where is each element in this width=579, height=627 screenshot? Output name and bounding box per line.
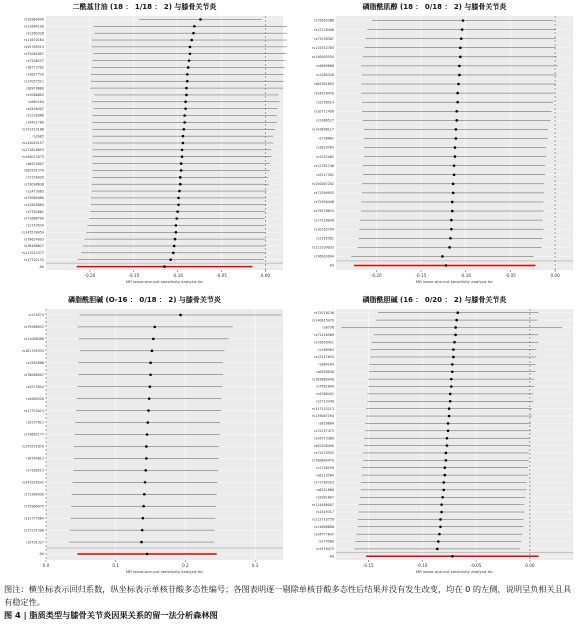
- estimate-point: [146, 421, 149, 424]
- snp-label: rs17370023: [24, 408, 44, 413]
- estimate-point: [189, 46, 192, 49]
- estimate-point: [181, 149, 184, 152]
- x-tick-label: -0.20: [370, 273, 382, 278]
- snp-label: rs1819763: [316, 145, 334, 150]
- snp-label: rs4575810: [26, 384, 44, 389]
- snp-label: rs7158020: [26, 175, 44, 180]
- x-axis-label: MR leave-one-out sensitivity analysis for: [125, 279, 204, 284]
- forest-plot: [292, 14, 577, 288]
- x-tick-label: -0.10: [172, 273, 184, 278]
- snp-label: rs1473063: [26, 189, 44, 194]
- snp-label: rs7086803: [26, 93, 44, 98]
- snp-label: rs11777064: [24, 516, 44, 521]
- estimate-point: [461, 28, 464, 31]
- snp-label: rs1230960: [26, 113, 44, 118]
- estimate-point: [454, 155, 457, 158]
- snp-label: rs17702152: [24, 257, 44, 262]
- estimate-point: [446, 437, 449, 440]
- estimate-point: [449, 237, 452, 240]
- estimate-point: [437, 540, 440, 543]
- estimate-point: [144, 481, 147, 484]
- estimate-point: [149, 385, 152, 388]
- estimate-point: [442, 489, 445, 492]
- estimate-point: [174, 238, 177, 241]
- snp-label: rs62581893: [314, 82, 334, 87]
- snp-label: rs79862177: [24, 432, 44, 437]
- snp-label: rs736882: [318, 136, 334, 141]
- snp-label: rs140615070: [312, 318, 334, 323]
- snp-label: rs12605684: [24, 202, 44, 207]
- snp-label: rs190013073: [22, 154, 44, 159]
- all-estimate-point: [163, 265, 166, 268]
- snp-label: rs72061607: [24, 51, 44, 56]
- estimate-point: [175, 224, 178, 227]
- snp-label: rs818884: [318, 421, 334, 426]
- estimate-point: [141, 529, 144, 532]
- estimate-point: [450, 385, 453, 388]
- snp-label: rs17057511: [24, 79, 44, 84]
- estimate-point: [186, 80, 189, 83]
- snp-label: rs11670164: [24, 38, 44, 43]
- snp-label: rs185880040: [312, 377, 334, 382]
- estimate-point: [448, 415, 451, 418]
- x-tick-label: 0.0: [42, 563, 50, 568]
- snp-label: rs1386527: [316, 118, 334, 123]
- snp-label: rs150087282: [312, 182, 334, 187]
- all-label: All: [39, 552, 44, 557]
- estimate-point: [151, 350, 154, 353]
- snp-label: rs6551866: [316, 488, 334, 493]
- snp-label: rs174580: [318, 539, 334, 544]
- estimate-point: [145, 445, 148, 448]
- estimate-point: [145, 457, 148, 460]
- snp-label: rs1549317: [316, 510, 334, 515]
- snp-label: rs75986953: [24, 325, 44, 330]
- estimate-point: [452, 192, 455, 195]
- all-estimate-point: [445, 264, 448, 267]
- figure-caption: 图 4 | 脂质类型与膝骨关节炎因果关系的留一法分析森林图: [4, 610, 218, 620]
- snp-label: rs10711456: [314, 109, 334, 114]
- x-axis-label: MR leave-one-out sensitivity analysis for: [415, 279, 494, 284]
- snp-label: rs1532085: [316, 154, 334, 159]
- forest-panel-4: [292, 293, 577, 578]
- snp-label: rs71399953: [314, 191, 334, 196]
- snp-label: rs17128406: [314, 27, 334, 32]
- estimate-point: [177, 203, 180, 206]
- x-axis-label: MR leave-one-out sensitivity analysis for: [125, 569, 204, 574]
- estimate-point: [153, 326, 156, 329]
- snp-label: rs111818653: [22, 148, 44, 153]
- x-tick-label: -0.15: [415, 273, 427, 278]
- estimate-point: [183, 121, 186, 124]
- snp-label: rs72693366: [314, 18, 334, 23]
- snp-label: rs79578634: [314, 209, 334, 214]
- snp-label: rs79624003: [24, 237, 44, 242]
- x-tick-label: 0.3: [251, 563, 259, 568]
- estimate-point: [454, 334, 457, 337]
- estimate-point: [441, 496, 444, 499]
- estimate-point: [451, 201, 454, 204]
- snp-label: rs1748199: [316, 465, 334, 470]
- snp-label: rs6974807: [26, 161, 44, 166]
- forest-panel-2: [292, 0, 577, 288]
- x-tick-label: 0.2: [182, 563, 189, 568]
- estimate-point: [453, 341, 456, 344]
- snp-label: rs62291570: [24, 168, 44, 173]
- snp-label: rs6979680: [26, 86, 44, 91]
- estimate-point: [448, 246, 451, 249]
- estimate-point: [180, 169, 183, 172]
- estimate-point: [450, 228, 453, 231]
- snp-label: rs10165794: [314, 227, 334, 232]
- snp-label: rs3985: [32, 134, 44, 139]
- estimate-point: [182, 135, 185, 138]
- snp-label: rs4421760: [26, 120, 44, 125]
- estimate-point: [447, 430, 450, 433]
- snp-label: rs71538387: [314, 36, 334, 41]
- estimate-point: [146, 433, 149, 436]
- snp-label: rs2517501: [316, 172, 334, 177]
- snp-label: rs1743534: [26, 223, 44, 228]
- estimate-point: [142, 505, 145, 508]
- estimate-point: [457, 83, 460, 86]
- snp-label: rs11088488: [24, 337, 44, 342]
- estimate-point: [451, 210, 454, 213]
- estimate-point: [189, 52, 192, 55]
- snp-label: rs71389330: [24, 492, 44, 497]
- snp-label: rs4960328: [26, 396, 44, 401]
- estimate-point: [446, 444, 449, 447]
- estimate-point: [448, 407, 451, 410]
- snp-label: rs1978473: [316, 547, 334, 552]
- snp-label: rs76903994: [314, 254, 334, 259]
- estimate-point: [445, 459, 448, 462]
- estimate-point: [147, 409, 150, 412]
- estimate-point: [436, 548, 439, 551]
- snp-label: rs17128040: [314, 218, 334, 223]
- estimate-point: [144, 469, 147, 472]
- snp-label: rs4869868: [316, 64, 334, 69]
- estimate-point: [169, 258, 172, 261]
- snp-label: rs139087594: [312, 414, 334, 419]
- snp-label: rs76486627: [24, 244, 44, 249]
- plot-background: [336, 16, 573, 270]
- x-tick-label: 0.00: [525, 563, 535, 568]
- estimate-point: [449, 400, 452, 403]
- all-label: All: [329, 554, 334, 559]
- estimate-point: [177, 197, 180, 200]
- estimate-point: [172, 252, 175, 255]
- x-tick-label: -0.10: [416, 563, 428, 568]
- x-tick-label: -0.05: [470, 563, 482, 568]
- snp-label: rs1260326: [26, 31, 44, 36]
- panel-title: 磷脂酰胆碱 (16 ： 0/20 ： 2) 与膝骨关节炎: [362, 296, 507, 304]
- forest-panel-1: [2, 0, 287, 288]
- snp-label: rs11684190: [24, 24, 44, 29]
- panel-title: 二酰基甘油 (18 ： 1/18 ： 2) 与膝骨关节炎: [72, 3, 217, 11]
- snp-label: rs142918541: [22, 480, 44, 485]
- snp-label: rs34373389: [314, 436, 334, 441]
- snp-label: rs112710750: [312, 517, 334, 522]
- snp-label: rs10969009: [24, 17, 44, 22]
- estimate-point: [440, 511, 443, 514]
- estimate-point: [140, 541, 143, 544]
- snp-label: rs72956446: [314, 200, 334, 205]
- snp-label: rs3827733: [26, 72, 44, 77]
- snp-label: rs7298257: [26, 58, 44, 63]
- estimate-point: [460, 37, 463, 40]
- estimate-point: [181, 155, 184, 158]
- snp-label: rs71668700: [24, 216, 44, 221]
- snp-label: rs111915377: [22, 251, 44, 256]
- estimate-point: [185, 87, 188, 90]
- snp-label: rs12781746: [314, 163, 334, 168]
- estimate-point: [149, 373, 152, 376]
- figure-note: 图注：横坐标表示回归系数，纵坐标表示单核苷酸多态性编号；各图表明逐一剔除单核苷酸多态性后结果并没有发生改变，均在 0 的左侧，说明呈负相关且具有稳定性。: [4, 584, 572, 607]
- all-label: All: [39, 264, 44, 269]
- estimate-point: [455, 137, 458, 140]
- estimate-point: [441, 255, 444, 258]
- estimate-point: [142, 517, 145, 520]
- snp-label: rs788563: [318, 347, 334, 352]
- panel-title: 磷脂酰肌醇 (18 ： 0/18 ： 2) 与膝骨关节炎: [362, 3, 507, 11]
- estimate-point: [456, 92, 459, 95]
- estimate-point: [173, 245, 176, 248]
- snp-label: rs2238514: [316, 100, 334, 105]
- estimate-point: [462, 19, 465, 22]
- estimate-point: [175, 231, 178, 234]
- forest-plot: [2, 14, 287, 288]
- x-axis-label: MR leave-one-out sensitivity analysis for: [415, 569, 494, 574]
- estimate-point: [456, 101, 459, 104]
- estimate-point: [455, 119, 458, 122]
- estimate-point: [451, 370, 454, 373]
- estimate-point: [183, 128, 186, 131]
- snp-label: rs76086007: [24, 372, 44, 377]
- snp-label: rs71780323: [314, 480, 334, 485]
- x-tick-label: -0.05: [216, 273, 227, 278]
- estimate-point: [185, 94, 188, 97]
- snp-label: rs62208490: [314, 443, 334, 448]
- snp-label: rs2713349: [316, 399, 334, 404]
- snp-label: rs7782661: [26, 209, 44, 214]
- snp-label: rs1260326: [316, 73, 334, 78]
- estimate-point: [456, 311, 459, 314]
- snp-label: rs140095554: [312, 55, 334, 60]
- estimate-point: [455, 110, 458, 113]
- estimate-point: [183, 114, 186, 117]
- snp-label: rs71470555: [314, 451, 334, 456]
- snp-label: rs181759334: [22, 349, 44, 354]
- x-tick-label: -0.15: [362, 563, 374, 568]
- snp-label: rs114486007: [312, 502, 334, 507]
- estimate-point: [199, 18, 202, 21]
- estimate-point: [184, 101, 187, 104]
- estimate-point: [152, 338, 155, 341]
- estimate-point: [454, 326, 457, 329]
- estimate-point: [176, 210, 179, 213]
- plot-background: [336, 309, 573, 560]
- estimate-point: [182, 142, 185, 145]
- estimate-point: [179, 176, 182, 179]
- snp-label: rs117115213: [312, 406, 334, 411]
- all-estimate-point: [146, 553, 149, 556]
- snp-label: rs6958040: [316, 369, 334, 374]
- estimate-point: [459, 46, 462, 49]
- all-label: All: [329, 263, 334, 268]
- estimate-point: [440, 503, 443, 506]
- estimate-point: [452, 348, 455, 351]
- estimate-point: [453, 164, 456, 167]
- snp-label: rs55789515: [24, 45, 44, 50]
- x-tick-label: 0.00: [550, 273, 560, 278]
- snp-label: rs7581644: [316, 384, 334, 389]
- snp-label: rs6773702: [26, 65, 44, 70]
- estimate-point: [450, 378, 453, 381]
- snp-label: rs8764812: [26, 456, 44, 461]
- snp-label: rs75960075: [24, 504, 44, 509]
- snp-label: rs145551870: [22, 444, 44, 449]
- estimate-point: [447, 422, 450, 425]
- estimate-point: [455, 319, 458, 322]
- snp-label: rs2081807: [316, 495, 334, 500]
- snp-label: rs191319186: [22, 127, 44, 132]
- snp-label: rs4456407: [26, 106, 44, 111]
- estimate-point: [148, 397, 151, 400]
- snp-label: rs142896117: [312, 127, 334, 132]
- estimate-point: [192, 32, 195, 35]
- snp-label: rs73069480: [24, 196, 44, 201]
- snp-label: rs72076136: [314, 310, 334, 315]
- snp-label: rs73098636: [24, 182, 44, 187]
- estimate-point: [143, 493, 146, 496]
- estimate-point: [149, 361, 152, 364]
- snp-label: rs6113584: [316, 473, 334, 478]
- x-tick-label: -0.10: [460, 273, 472, 278]
- forest-plot: [2, 307, 287, 578]
- forest-plot: [292, 307, 577, 578]
- estimate-point: [445, 452, 448, 455]
- estimate-point: [452, 183, 455, 186]
- estimate-point: [444, 466, 447, 469]
- snp-label: rs7189213: [26, 468, 44, 473]
- estimate-point: [458, 65, 461, 68]
- estimate-point: [450, 219, 453, 222]
- snp-label: rs4768441: [316, 392, 334, 397]
- snp-label: rs1185561: [316, 236, 334, 241]
- estimate-point: [452, 356, 455, 359]
- snp-label: rs700884479: [312, 458, 334, 463]
- estimate-point: [459, 56, 462, 59]
- snp-label: rs111109033: [312, 245, 334, 250]
- snp-label: rs71426569: [314, 333, 334, 338]
- x-tick-label: 0.00: [260, 273, 271, 278]
- snp-label: rs115352785: [312, 45, 334, 50]
- x-tick-label: -0.15: [128, 273, 140, 278]
- estimate-point: [186, 73, 189, 76]
- estimate-point: [179, 183, 182, 186]
- panel-title: 磷脂酰胆碱 (O-16 ： 0/18 ： 2) 与膝骨关节炎: [68, 296, 221, 304]
- estimate-point: [442, 481, 445, 484]
- snp-label: rs964184: [318, 362, 334, 367]
- estimate-point: [444, 474, 447, 477]
- estimate-point: [190, 39, 193, 42]
- snp-label: rs144044157: [22, 141, 44, 146]
- estimate-point: [451, 363, 454, 366]
- estimate-point: [458, 74, 461, 77]
- estimate-point: [188, 59, 191, 62]
- snp-label: rs34918470: [314, 91, 334, 96]
- estimate-point: [187, 66, 190, 69]
- estimate-point: [193, 25, 196, 28]
- snp-label: rs2537811: [26, 420, 44, 425]
- x-tick-label: -0.20: [84, 273, 96, 278]
- snp-label: rs72650421: [314, 340, 334, 345]
- estimate-point: [438, 533, 441, 536]
- snp-label: rs13147634: [314, 355, 334, 360]
- snp-label: rs11698606: [314, 524, 334, 529]
- estimate-point: [449, 393, 452, 396]
- estimate-point: [179, 314, 182, 317]
- snp-label: rs964184: [28, 100, 44, 105]
- snp-label: rs72137473: [314, 429, 334, 434]
- estimate-point: [178, 190, 181, 193]
- estimate-point: [180, 162, 183, 165]
- snp-label: rs5701327: [26, 540, 44, 545]
- all-estimate-point: [451, 555, 454, 558]
- snp-label: rs17231506: [24, 528, 44, 533]
- estimate-point: [439, 518, 442, 521]
- snp-label: rs1562686: [26, 360, 44, 365]
- x-tick-label: -0.05: [504, 273, 516, 278]
- snp-label: rs34777647: [314, 532, 334, 537]
- estimate-point: [439, 525, 442, 528]
- estimate-point: [454, 146, 457, 149]
- snp-label: rs145578454: [22, 230, 44, 235]
- x-tick-label: 0.1: [112, 563, 120, 568]
- estimate-point: [175, 217, 178, 220]
- forest-panel-3: [2, 293, 287, 578]
- estimate-point: [184, 107, 187, 110]
- estimate-point: [455, 128, 458, 131]
- snp-label: rs8736: [322, 325, 334, 330]
- estimate-point: [453, 173, 456, 176]
- snp-label: rs174574: [28, 313, 44, 318]
